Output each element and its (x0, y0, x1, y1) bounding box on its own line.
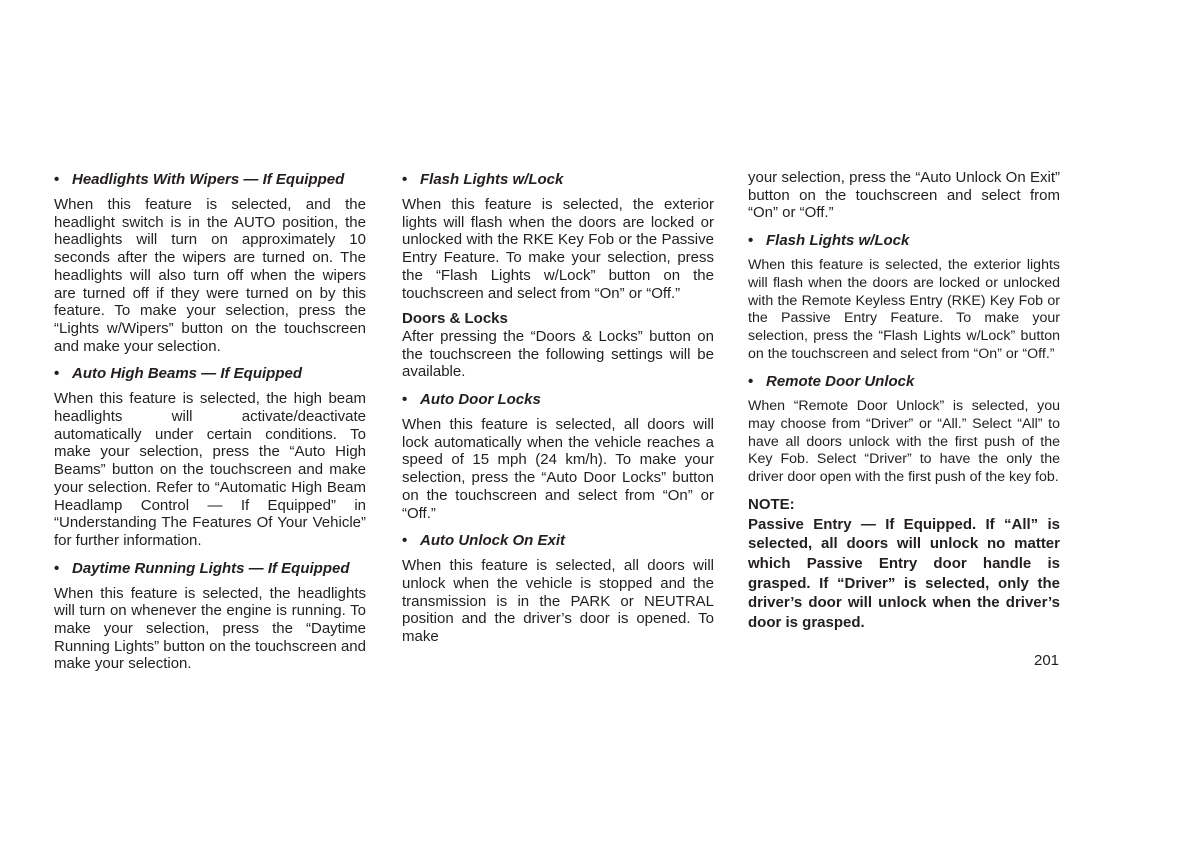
paragraph-auto-door-locks: When this feature is selected, all doors will lock automatically when the vehicle reaches a speed of 15 mph (24 km/h). To make your selection, press the “Auto Door Locks” button on the touchscreen and select from “On” or “Off.” (402, 416, 714, 522)
paragraph-headlights-with-wipers: When this feature is selected, and the headlight switch is in the AUTO position, the headlights will turn on approximately 10 seconds after the wipers are turned on. The headlights will also turn off when the wipers are turned off if they were turned on by this feature. To make your selection, press the “Lights w/Wipers” button on the touchscreen and make your selection. (54, 196, 366, 355)
bullet-icon: • (54, 559, 60, 577)
heading-text: Auto High Beams — If Equipped (72, 365, 303, 383)
heading-text: Headlights With Wipers — If Equipped (72, 171, 345, 188)
bullet-icon: • (402, 532, 408, 550)
section-flash-lights-lock-2 (748, 230, 1060, 363)
section-flash-lights-lock (402, 169, 714, 302)
heading-text: Flash Lights w/Lock (420, 171, 564, 188)
heading-text: Flash Lights w/Lock (766, 232, 910, 250)
right-column (748, 169, 1060, 632)
left-column (54, 169, 366, 681)
bullet-heading-remote-door-unlock (748, 371, 1060, 393)
bullet-heading-daytime-running-lights (54, 558, 366, 580)
page-number: 201 (1034, 652, 1060, 669)
subheading-doors-locks: Doors & Locks (402, 310, 508, 328)
bullet-icon: • (402, 171, 408, 188)
section-daytime-running-lights (54, 558, 366, 674)
bullet-heading-auto-high-beams (54, 363, 366, 385)
paragraph-flash-lights-lock: When this feature is selected, the exterior lights will flash when the doors are locked or unlocked with the RKE Key Fob or the Passive Entry Feature. To make your selection, press the “Flash Lights w/Lock” button on the touchscreen and select from “On” or “Off.” (402, 196, 714, 302)
paragraph-daytime-running-lights: When this feature is selected, the headlights will turn on whenever the engine is running. To make your selection, press the “Daytime Running Lights” button on the touchscreen and make your selection. (54, 584, 366, 673)
section-auto-door-locks (402, 389, 714, 522)
bullet-icon: • (402, 391, 408, 409)
bullet-heading-auto-door-locks (402, 389, 714, 411)
section-auto-unlock-on-exit (402, 530, 714, 646)
bullet-heading-flash-lights-lock-2 (748, 230, 1060, 252)
bullet-heading-auto-unlock-on-exit (402, 530, 714, 552)
paragraph-remote-door-unlock: When “Remote Door Unlock” is selected, you may choose from “Driver” or “All.” Select “All” to have all doors unlock with the first push of the Key Fob. Select “Driver” to have the only the driver door open with the first push of the key fob. (748, 398, 1060, 486)
note-block (748, 495, 1060, 633)
section-remote-door-unlock (748, 371, 1060, 487)
paragraph-auto-high-beams: When this feature is selected, the high beam headlights will activate/deactivate automatically under certain conditions. To make your selection, press the “Auto High Beams” button on the touchscreen and make your selection. Refer to “Automatic High Beam Headlamp Control — If Equipped” in “Understanding The Features Of Your Vehicle” for further information. (54, 390, 366, 549)
note-label: NOTE: (748, 495, 795, 513)
heading-text: Remote Door Unlock (766, 373, 915, 391)
paragraph-doors-locks: After pressing the “Doors & Locks” button on the touchscreen the following settings will be available. (402, 327, 714, 381)
section-headlights-with-wipers (54, 169, 366, 355)
paragraph-auto-unlock-continuation: your selection, press the “Auto Unlock On Exit” button on the touchscreen and select from “On” or “Off.” (748, 169, 1060, 222)
bullet-icon: • (54, 171, 60, 188)
paragraph-auto-unlock-on-exit: When this feature is selected, all doors will unlock when the vehicle is stopped and the transmission is in the PARK or NEUTRAL position and the driver’s door is opened. To make (402, 557, 714, 646)
section-auto-high-beams (54, 363, 366, 549)
bullet-heading-headlights-with-wipers (54, 169, 366, 191)
bullet-icon: • (748, 373, 754, 391)
paragraph-flash-lights-lock-2: When this feature is selected, the exterior lights will flash when the doors are locked or unlocked with the Remote Keyless Entry (RKE) Key Fob or the Passive Entry Feature. To make your selection, press the “Flash Lights w/Lock” button on the touchscreen and select from “On” or “Off.” (748, 257, 1060, 362)
note-text: Passive Entry — If Equipped. If “All” is selected, all doors will unlock no matter which Passive Entry door handle is grasped. If “Driver” is selected, only the driver’s door will unlock when the driver’s door is grasped. (748, 515, 1060, 631)
section-doors-locks (402, 310, 714, 381)
bullet-icon: • (54, 365, 60, 383)
middle-column (402, 169, 714, 654)
heading-text: Daytime Running Lights — If Equipped (72, 559, 350, 577)
bullet-icon: • (748, 232, 754, 250)
heading-text: Auto Door Locks (420, 391, 541, 409)
bullet-heading-flash-lights-lock (402, 169, 714, 191)
heading-text: Auto Unlock On Exit (420, 532, 566, 550)
